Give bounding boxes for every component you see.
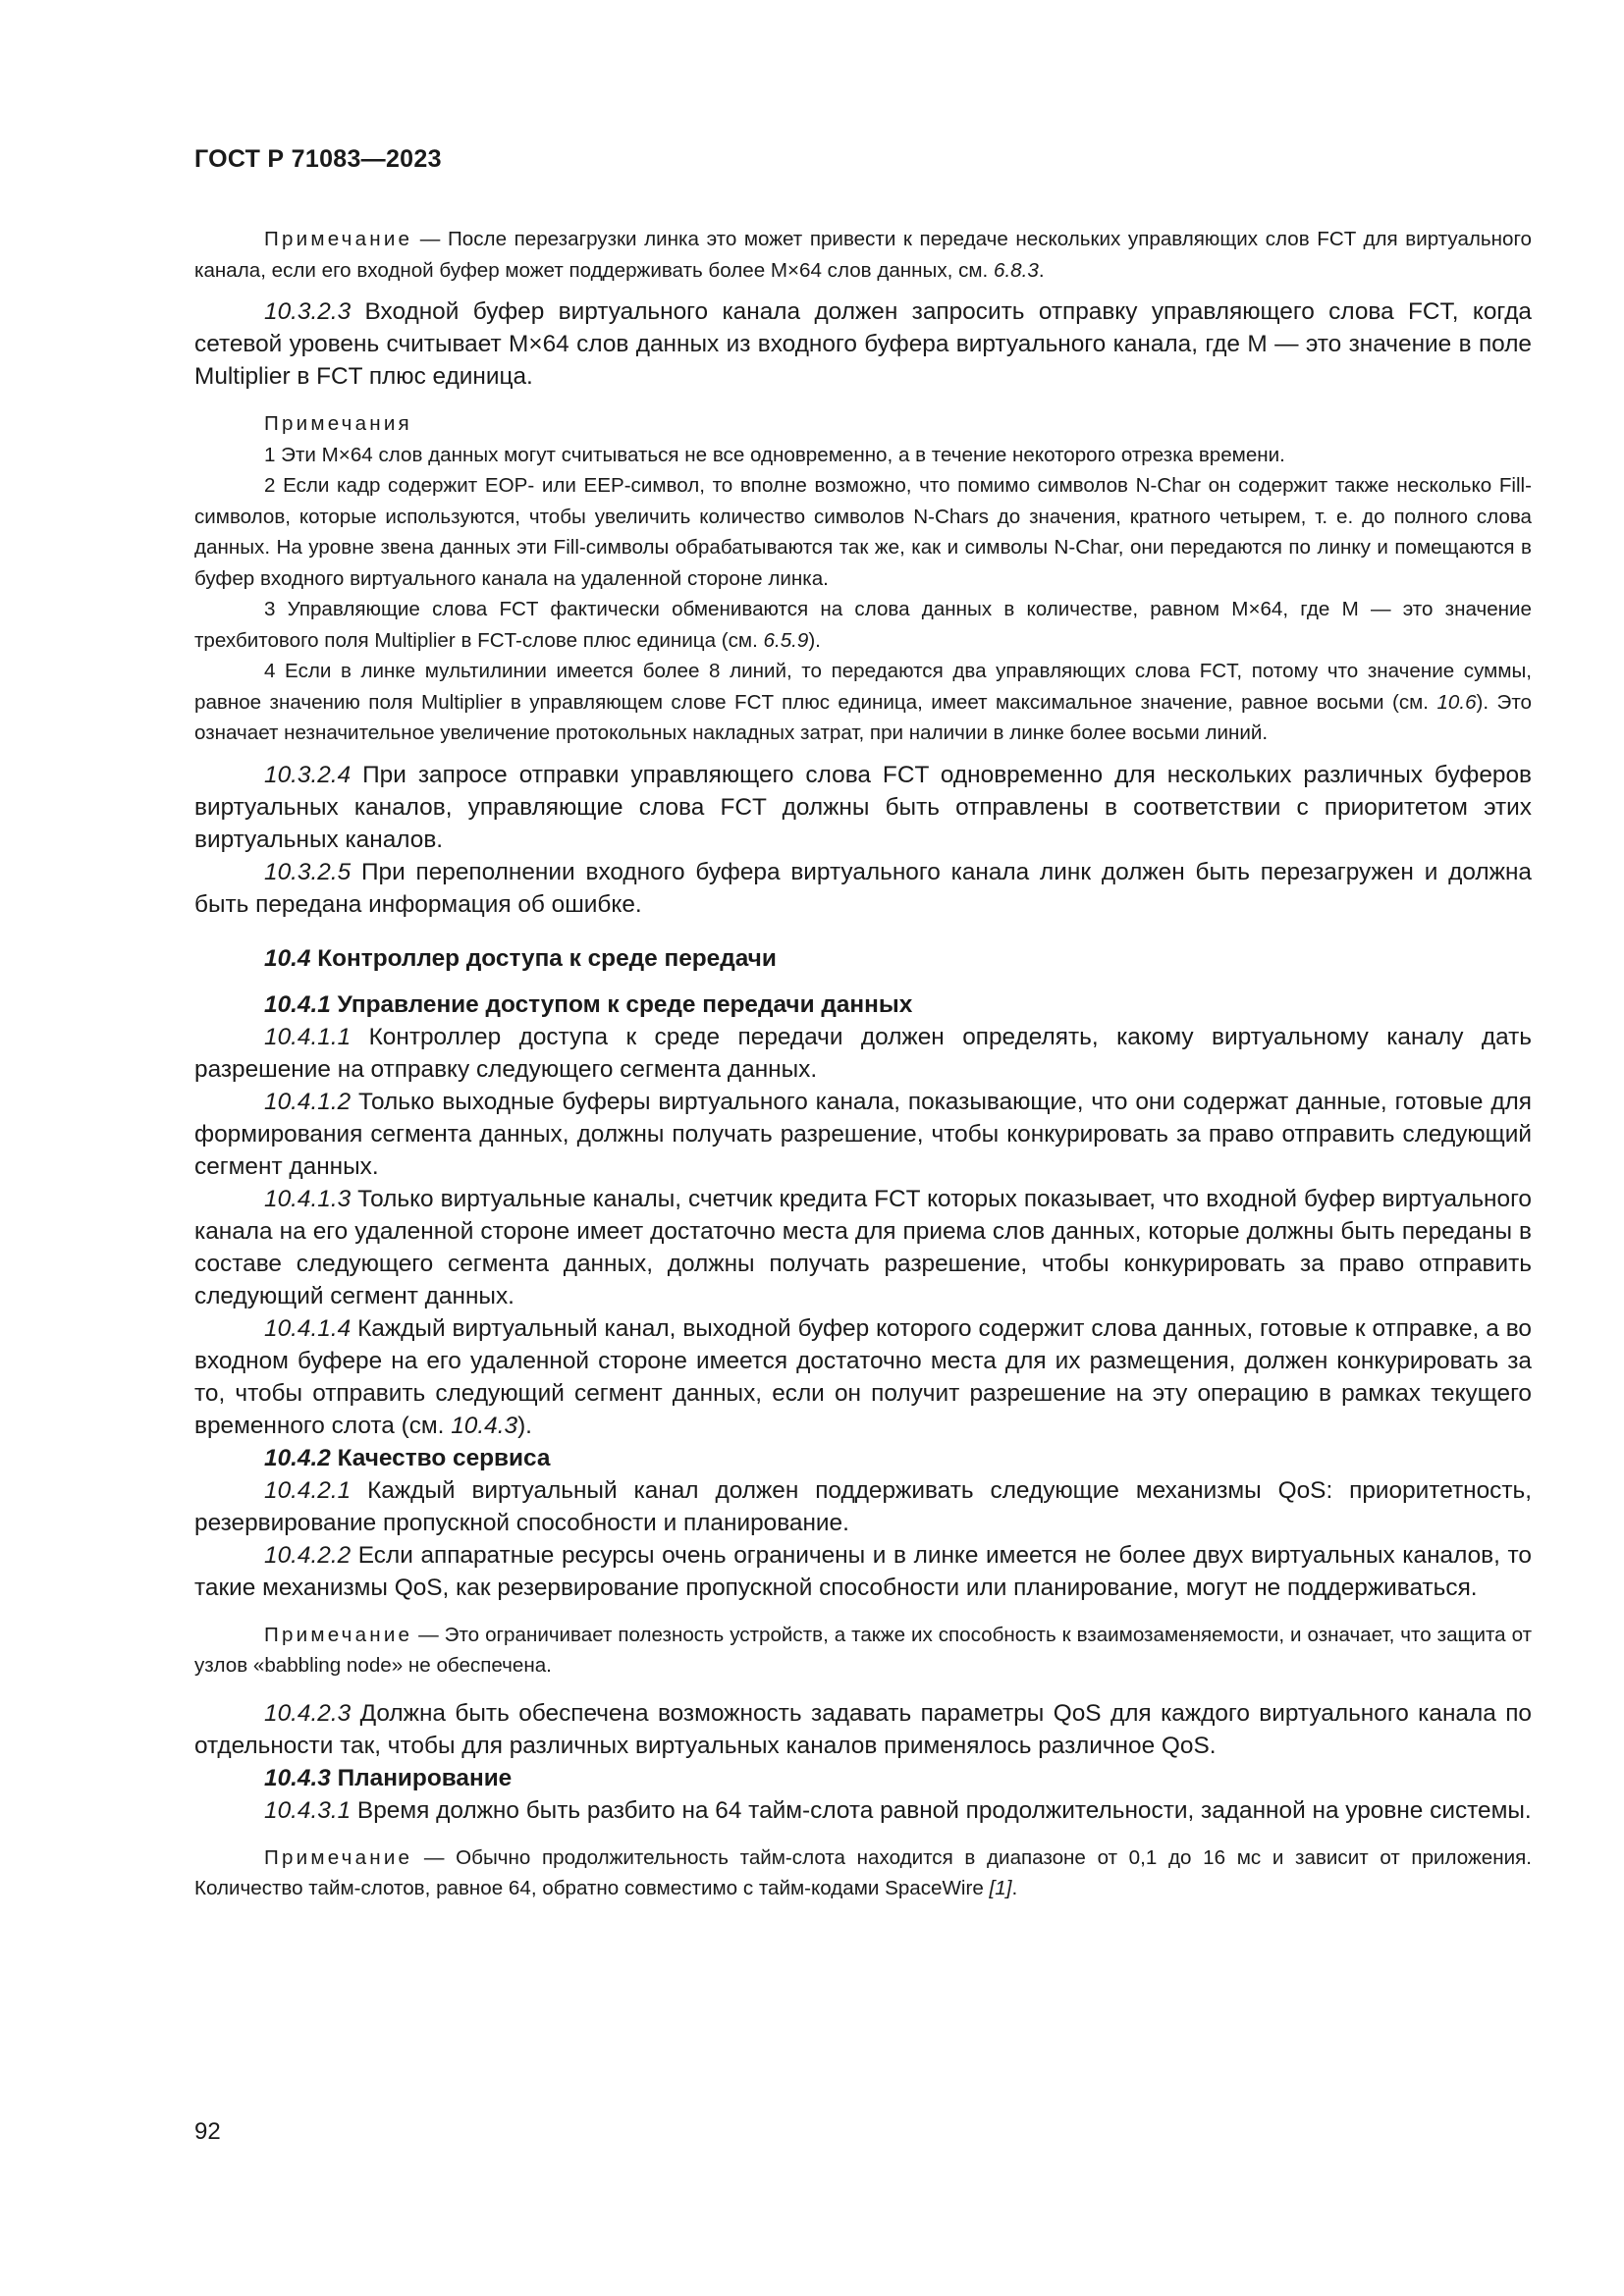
clause-number: 10.4.1.2 [264,1088,352,1115]
cross-reference: 6.5.9 [763,628,809,652]
clause-number: 10.4.2.3 [264,1699,352,1727]
paragraph-10-4-2-1: 10.4.2.1 Каждый виртуальный канал должен поддерживать следующие механизмы QoS: приоритетность, резервирование пропускной способности и планирование. [194,1476,1532,1536]
note-label: Примечание [264,1623,413,1646]
page-number: 92 [194,2118,221,2145]
page-content [194,224,1532,1904]
clause-number: 10.4.2.2 [264,1541,352,1569]
paragraph-10-4-1-2: 10.4.1.2 Только выходные буферы виртуального канала, показывающие, что они содержат данные, готовые для формирования сегмента данных, должны получать разрешение, чтобы конкурировать за право отправить следующий сегмент данных. [194,1088,1532,1180]
cross-reference: 10.4.3 [451,1412,518,1439]
clause-number: 10.3.2.5 [264,858,352,885]
heading-10-4-1: 10.4.1 Управление доступом к среде передачи данных [264,990,913,1018]
heading-10-4: 10.4 Контроллер доступа к среде передачи [264,944,777,972]
paragraph-10-4-2-2: 10.4.2.2 Если аппаратные ресурсы очень ограничены и в линке имеется не более двух виртуальных каналов, то такие механизмы QoS, как резервирование пропускной способности или планирование, могут не поддерживаться. [194,1541,1532,1601]
paragraph-10-4-1-1: 10.4.1.1 Контроллер доступа к среде передачи должен определять, какому виртуальному каналу дать разрешение на отправку следующего сегмента данных. [194,1023,1532,1083]
clause-number: 10.4.1.1 [264,1023,352,1050]
heading-10-4-3: 10.4.3 Планирование [264,1764,513,1791]
heading-10-4-2: 10.4.2 Качество сервиса [264,1444,551,1471]
paragraph-10-4-1-3: 10.4.1.3 Только виртуальные каналы, счетчик кредита FCT которых показывает, что входной буфер виртуального канала на его удаленной стороне имеет достаточно места для приема слов данных, которые должны быть переданы в составе следующего сегмента данных, должны получать разрешение, чтобы конкурировать за право отправить следующий сегмент данных. [194,1185,1532,1309]
clause-number: 10.3.2.3 [264,298,352,325]
note-babbling-node: Примечание — Это ограничивает полезность устройств, а также их способность к взаимозаменяемости, и означает, что защита от узлов «babbling node» не обеспечена. [194,1623,1532,1677]
cross-reference: 10.6 [1436,690,1477,714]
clause-number: 10.4.2.1 [264,1476,352,1504]
paragraph-10-4-3-1: 10.4.3.1 Время должно быть разбито на 64 тайм-слота равной продолжительности, заданной на уровне системы. [264,1796,1532,1824]
note-time-slot: Примечание — Обычно продолжительность тайм-слота находится в диапазоне от 0,1 до 16 мс и зависит от приложения. Количество тайм-слотов, равное 64, обратно совместимо с тайм-кодами SpaceWire [1]. [194,1845,1532,1899]
paragraph-10-4-1-4: 10.4.1.4 Каждый виртуальный канал, выходной буфер которого содержит слова данных, готовые к отправке, а во входном буфере на его удаленной стороне имеется достаточно места для их размещения, должен конкурировать за то, чтобы отправить следующий сегмент данных, если он получит разрешение на эту операцию в рамках текущего временного слота (см. 10.4.3). [194,1314,1532,1439]
cross-reference: [1] [989,1877,1012,1899]
note-6-8-3: Примечание — После перезагрузки линка это может привести к передаче нескольких управляющих слов FCT для виртуального канала, если его входной буфер может поддерживать более M×64 слов данных, см. 6.8.3. [194,228,1532,282]
paragraph-10-3-2-4: 10.3.2.4 При запросе отправки управляющего слова FCT одновременно для нескольких различных буферов виртуальных каналов, управляющие слова FCT должны быть отправлены в соответствии с приоритетом этих виртуальных каналов. [194,761,1532,853]
clause-number: 10.4.1.3 [264,1185,352,1212]
document-header: ГОСТ Р 71083—2023 [194,145,442,173]
notes-heading: Примечания [264,412,412,435]
note-item-3: 3 Управляющие слова FCT фактически обмениваются на слова данных в количестве, равном M×64, где M — это значение трехбитового поля Multiplier в FCT-слове плюс единица (см. 6.5.9). [194,598,1532,652]
note-label: Примечание [264,1845,413,1869]
clause-number: 10.4.3.1 [264,1796,352,1824]
note-item-2: 2 Если кадр содержит EOP- или EEP-символ, то вполне возможно, что помимо символов N-Char он содержит также несколько Fill-символов, которые используются, чтобы увеличить количество символов N-Chars до значения, кратного четырем, т. е. до полного слова данных. На уровне звена данных эти Fill-символы обрабатываются так же, как и символы N-Char, они передаются по линку и помещаются в буфер входного виртуального канала на удаленной стороне линка. [194,474,1532,590]
paragraph-10-3-2-3: 10.3.2.3 Входной буфер виртуального канала должен запросить отправку управляющего слова FCT, когда сетевой уровень считывает M×64 слов данных из входного буфера виртуального канала, где M — это значение в поле Multiplier в FCT плюс единица. [194,298,1532,390]
clause-number: 10.4.1.4 [264,1314,352,1342]
note-label: Примечание [264,228,413,250]
paragraph-10-4-2-3: 10.4.2.3 Должна быть обеспечена возможность задавать параметры QoS для каждого виртуального канала по отдельности так, чтобы для различных виртуальных каналов применялось различное QoS. [194,1699,1532,1759]
clause-number: 10.3.2.4 [264,761,352,788]
note-item-4: 4 Если в линке мультилинии имеется более 8 линий, то передаются два управляющих слова FCT, потому что значение суммы, равное значению поля Multiplier в управляющем слове FCT плюс единица, имеет максимальное значение, равное восьми (см. 10.6). Это означает незначительное увеличение протокольных накладных затрат, при наличии в линке более восьми линий. [194,660,1532,744]
paragraph-10-3-2-5: 10.3.2.5 При переполнении входного буфера виртуального канала линк должен быть перезагружен и должна быть передана информация об ошибке. [194,858,1532,918]
note-item-1: 1 Эти M×64 слов данных могут считываться не все одновременно, а в течение некоторого отрезка времени. [264,443,1285,466]
cross-reference: 6.8.3 [994,258,1039,282]
